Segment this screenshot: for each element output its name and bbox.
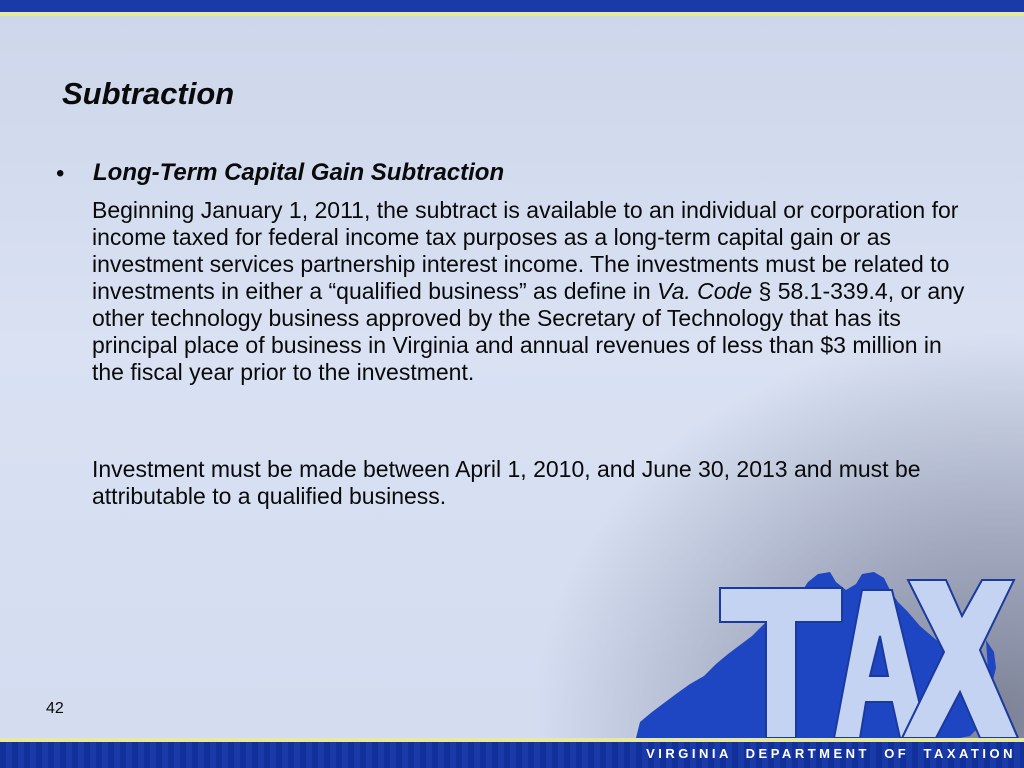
paragraph-investment-window: Investment must be made between April 1, 2010, and June 30, 2013 and must be attributable to a qualified business. [92, 456, 921, 509]
letter-x-icon [902, 580, 1018, 738]
virginia-map-icon [636, 572, 986, 738]
bullet-heading: Long-Term Capital Gain Subtraction [93, 159, 505, 186]
va-code-citation: Va. Code [657, 278, 753, 304]
letter-t-icon [720, 588, 842, 738]
paragraph-eligibility-part2: § 58.1-339.4, or any other technology business approved by the Secretary of Technology that has its principal place of business in Virginia and annual revenues of less than $3 million in the fiscal year prior to the investment. [92, 278, 965, 385]
slide-title: Subtraction [62, 76, 235, 111]
header-rule [0, 12, 1024, 16]
page-number: 42 [46, 700, 64, 717]
bullet-icon: • [56, 160, 65, 187]
footer-org-name: VIRGINIA DEPARTMENT OF TAXATION [646, 746, 1016, 761]
header-band [0, 0, 1024, 12]
chesapeake-shore-icon [986, 640, 996, 684]
paragraph-eligibility-part1: Beginning January 1, 2011, the subtract is available to an individual or corporation for income taxed for federal income tax purposes as a long-term capital gain or as investment services partnership interest income. The investments must be related to investments in either a “qualified business” as define in [92, 197, 959, 304]
letter-a-icon [834, 590, 928, 738]
paragraph-eligibility [92, 197, 972, 386]
